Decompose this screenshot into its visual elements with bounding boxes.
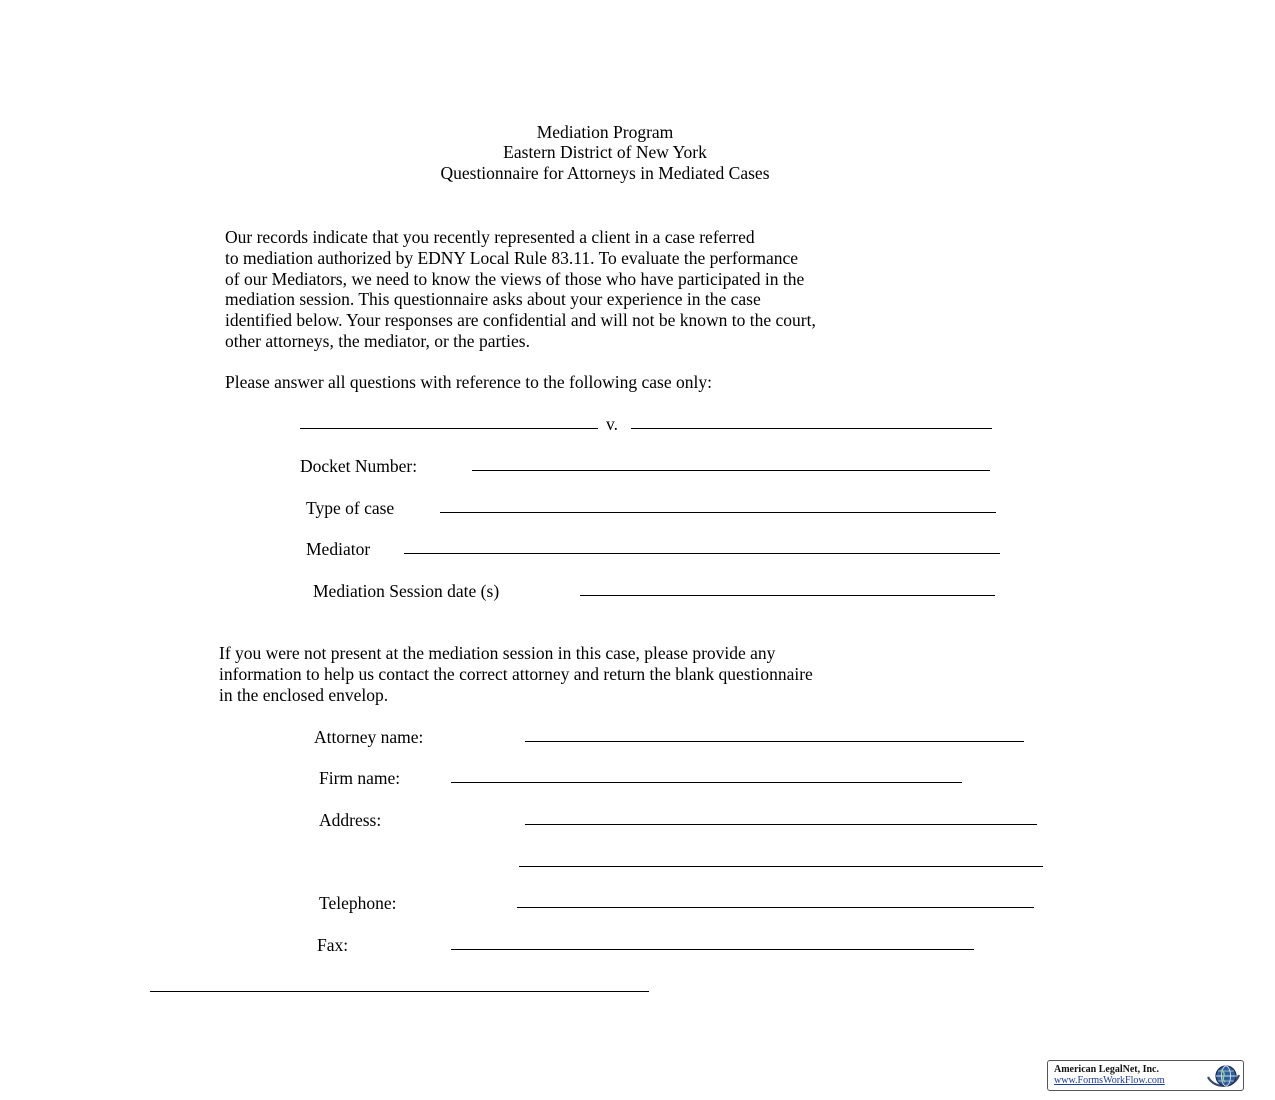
instruction-text: Please answer all questions with reference to the following case only: bbox=[225, 372, 712, 392]
versus-label: v. bbox=[606, 414, 618, 434]
footnote-divider bbox=[150, 991, 649, 992]
type-of-case-field[interactable] bbox=[440, 512, 996, 513]
intro-line: mediation session. This questionnaire asks about your experience in the case bbox=[225, 289, 761, 310]
session-date-label: Mediation Session date (s) bbox=[313, 581, 500, 601]
firm-name-field[interactable] bbox=[451, 782, 962, 783]
logo-company-name: American LegalNet, Inc. bbox=[1054, 1064, 1159, 1075]
intro-line: to mediation authorized by EDNY Local Rule 83.11. To evaluate the performance bbox=[225, 247, 799, 268]
address-field-line-1[interactable] bbox=[525, 824, 1037, 825]
docket-number-field[interactable] bbox=[472, 470, 990, 471]
address-field-line-2[interactable] bbox=[519, 866, 1043, 867]
telephone-label: Telephone: bbox=[319, 893, 397, 913]
logo-url-link[interactable]: www.FormsWorkFlow.com bbox=[1054, 1075, 1165, 1086]
docket-number-label: Docket Number: bbox=[300, 456, 418, 476]
fax-label: Fax: bbox=[317, 935, 349, 955]
attorney-name-field[interactable] bbox=[525, 741, 1024, 742]
footer-logo bbox=[1047, 1060, 1244, 1091]
defendant-field[interactable] bbox=[631, 428, 992, 429]
attorney-name-label: Attorney name: bbox=[314, 727, 424, 747]
intro-line: of our Mediators, we need to know the views of those who have participated in the bbox=[225, 268, 805, 289]
absent-line: in the enclosed envelop. bbox=[219, 684, 389, 705]
telephone-field[interactable] bbox=[517, 907, 1034, 908]
globe-icon bbox=[1206, 1063, 1240, 1089]
type-of-case-label: Type of case bbox=[306, 498, 395, 518]
session-date-field[interactable] bbox=[580, 595, 995, 596]
firm-name-label: Firm name: bbox=[319, 768, 401, 788]
header-line-3: Questionnaire for Attorneys in Mediated Cases bbox=[440, 163, 770, 183]
header-line-2: Eastern District of New York bbox=[503, 142, 707, 162]
absent-line: If you were not present at the mediation session in this case, please provide any bbox=[219, 643, 776, 663]
header-line-1: Mediation Program bbox=[536, 122, 674, 142]
absent-paragraph bbox=[219, 643, 813, 705]
mediator-field[interactable] bbox=[404, 553, 1000, 554]
intro-line: other attorneys, the mediator, or the parties. bbox=[225, 330, 530, 351]
intro-line: identified below. Your responses are confidential and will not be known to the court, bbox=[225, 310, 816, 331]
plaintiff-field[interactable] bbox=[300, 428, 598, 429]
intro-paragraph bbox=[225, 227, 816, 352]
absent-line: information to help us contact the correct attorney and return the blank questionnaire bbox=[219, 663, 813, 684]
intro-line: Our records indicate that you recently represented a client in a case referred bbox=[225, 227, 755, 247]
fax-field[interactable] bbox=[451, 949, 974, 950]
address-label: Address: bbox=[319, 810, 382, 830]
mediator-label: Mediator bbox=[306, 539, 371, 559]
